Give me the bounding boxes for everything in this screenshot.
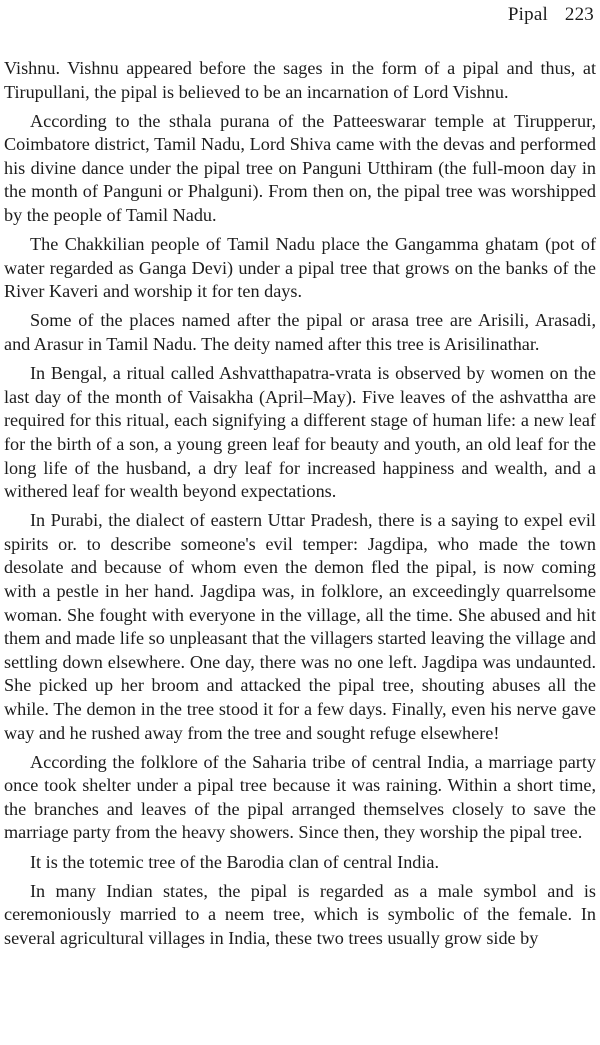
paragraph-chakkilian: The Chakkilian people of Tamil Nadu place the Gangamma ghatam (pot of water regarded as Ganga Devi) under a pipal tree that grows on the banks of the River Kaveri and worship it for ten days. [4,234,596,302]
paragraph-bengal-ritual: In Bengal, a ritual called Ashvatthapatra-vrata is observed by women on the last day of the month of Vaisakha (April–May). Five leaves of the ashvattha are required for this ritual, each signifying a different stage of human life: a new leaf for the birth of a son, a young green leaf for beauty and youth, an old leaf for the long life of the husband, a dry leaf for increased happiness and wealth, and a withered leaf for wealth beyond expectations. [4,363,596,502]
paragraph-neem-marriage: In many Indian states, the pipal is regarded as a male symbol and is ceremoniously married to a neem tree, which is symbolic of the female. In several agricultural villages in India, these two trees usually grow side by [4,880,596,948]
body-text [4,57,596,950]
paragraph-place-names: Some of the places named after the pipal or arasa tree are Arisili, Arasadi, and Arasur in Tamil Nadu. The deity named after this tree is Arisilinathar. [4,310,596,355]
paragraph-patteeswarar-temple: According to the sthala purana of the Patteeswarar temple at Tirupperur, Coimbatore district, Tamil Nadu, Lord Shiva came with the devas and performed his divine dance under the pipal tree on Panguni Utthiram (the full-moon day in the month of Panguni or Phalguni). From then on, the pipal tree was worshipped by the people of Tamil Nadu. [4,110,596,226]
paragraph-purabi-jagdipa: In Purabi, the dialect of eastern Uttar Pradesh, there is a saying to expel evil spirits or. to describe someone's evil temper: Jagdipa, who made the town desolate and because of whom even the demon fled the pipal, is now coming with a pestle in her hand. Jagdipa was, in folklore, an exceedingly quarrelsome woman. She fought with everyone in the village, all the time. She abused and hit them and made life so unpleasant that the villagers started leaving the village and settling down elsewhere. One day, there was no one left. Jagdipa was undaunted. She picked up her broom and attacked the pipal tree, shouting abuses all the while. The demon in the tree stood it for a few days. Finally, even his nerve gave way and he rushed away from the tree and sought refuge elsewhere! [4,510,596,743]
page-number: 223 [564,4,594,25]
paragraph-continued: Vishnu. Vishnu appeared before the sages in the form of a pipal and thus, at Tirupullani, the pipal is believed to be an incarnation of Lord Vishnu. [4,58,596,102]
running-head [508,3,594,27]
paragraph-saharia-tribe: According the folklore of the Saharia tribe of central India, a marriage party once took shelter under a pipal tree because it was raining. Within a short time, the branches and leaves of the pipal arranged themselves closely to save the marriage party from the heavy showers. Since then, they worship the pipal tree. [4,751,596,843]
paragraph-barodia-clan: It is the totemic tree of the Barodia clan of central India. [30,851,440,872]
running-head-title: Pipal [507,4,548,25]
